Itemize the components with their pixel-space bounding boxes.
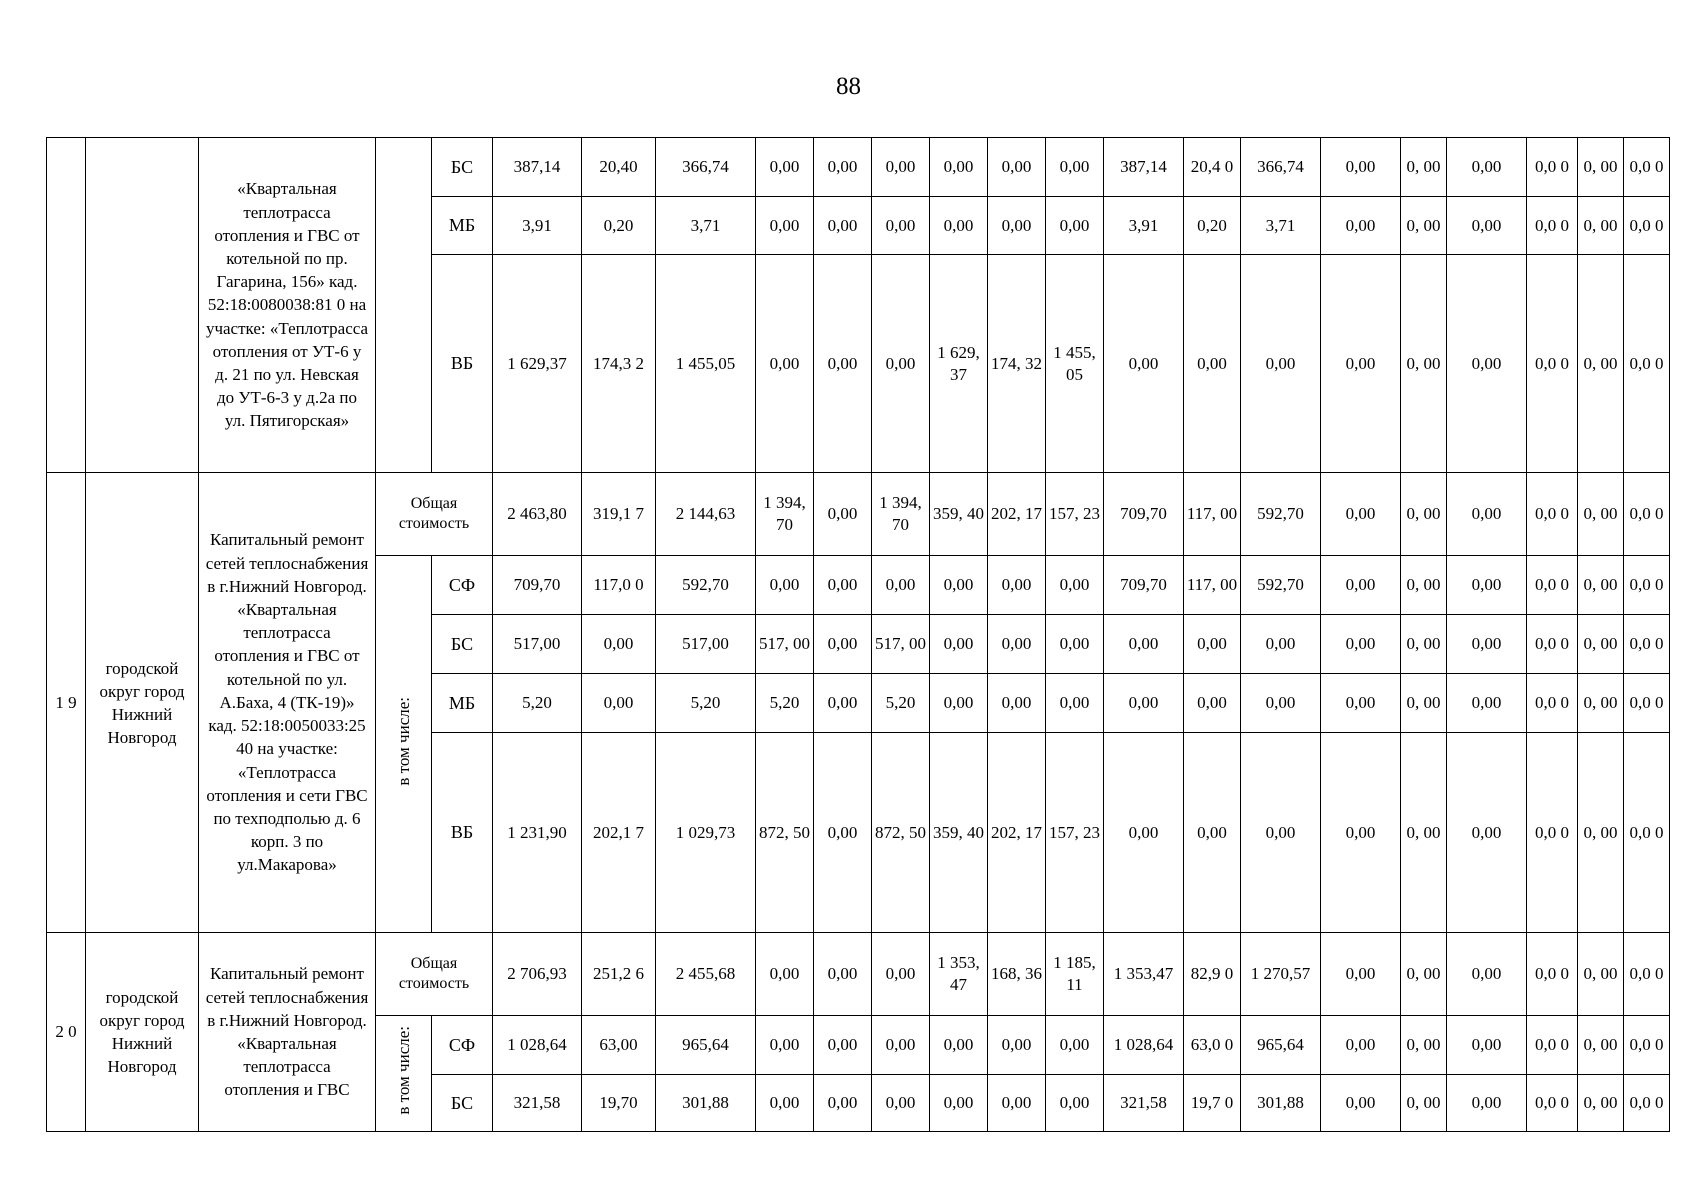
value-cell: 0,00 [1184, 733, 1241, 933]
table-row [47, 933, 1670, 1016]
value-cell: 366,74 [656, 138, 756, 197]
value-cell: 0, 00 [1401, 255, 1447, 473]
value-cell: 0,00 [1046, 674, 1104, 733]
value-cell: 0,00 [1321, 1016, 1401, 1075]
value-cell: 0,00 [1321, 615, 1401, 674]
value-cell: 0,00 [756, 556, 814, 615]
value-cell: 0, 00 [1578, 1016, 1624, 1075]
value-cell: 0,00 [930, 1016, 988, 1075]
value-cell: 0,0 0 [1527, 473, 1578, 556]
value-cell: 2 706,93 [493, 933, 582, 1016]
value-cell: 19,7 0 [1184, 1075, 1241, 1132]
value-cell: 1 185, 11 [1046, 933, 1104, 1016]
value-cell: 387,14 [493, 138, 582, 197]
value-cell: 0,0 0 [1624, 138, 1670, 197]
value-cell: 517,00 [656, 615, 756, 674]
value-cell: 0,00 [814, 733, 872, 933]
value-cell: 301,88 [1241, 1075, 1321, 1132]
value-cell: 0,00 [1447, 1016, 1527, 1075]
total-cost-label: Общая стоимость [376, 473, 493, 556]
value-cell: 0,00 [1321, 473, 1401, 556]
value-cell: 0, 00 [1578, 255, 1624, 473]
value-cell: 517,00 [493, 615, 582, 674]
value-cell: 592,70 [1241, 556, 1321, 615]
budget-source-label: МБ [432, 197, 493, 255]
value-cell: 0, 00 [1401, 1075, 1447, 1132]
value-cell: 0,00 [872, 138, 930, 197]
value-cell: 0,00 [988, 556, 1046, 615]
value-cell: 202, 17 [988, 473, 1046, 556]
value-cell: 3,71 [656, 197, 756, 255]
value-cell: 0,0 0 [1624, 197, 1670, 255]
value-cell: 0,00 [1447, 615, 1527, 674]
value-cell: 709,70 [1104, 556, 1184, 615]
value-cell: 5,20 [872, 674, 930, 733]
value-cell: 0,0 0 [1527, 138, 1578, 197]
row-number-cell: 1 9 [47, 473, 86, 933]
value-cell: 321,58 [1104, 1075, 1184, 1132]
value-cell: 0,00 [1447, 197, 1527, 255]
value-cell: 0,0 0 [1527, 197, 1578, 255]
value-cell: 0,00 [1321, 197, 1401, 255]
value-cell: 1 231,90 [493, 733, 582, 933]
value-cell: 0,00 [988, 197, 1046, 255]
value-cell: 321,58 [493, 1075, 582, 1132]
value-cell: 1 455,05 [656, 255, 756, 473]
value-cell: 174,3 2 [582, 255, 656, 473]
value-cell: 174, 32 [988, 255, 1046, 473]
value-cell: 168, 36 [988, 933, 1046, 1016]
value-cell: 202,1 7 [582, 733, 656, 933]
value-cell: 1 455, 05 [1046, 255, 1104, 473]
budget-source-label: БС [432, 138, 493, 197]
value-cell: 157, 23 [1046, 473, 1104, 556]
value-cell: 709,70 [493, 556, 582, 615]
value-cell: 0,00 [1046, 138, 1104, 197]
value-cell: 0,00 [756, 1016, 814, 1075]
value-cell: 0,00 [872, 197, 930, 255]
value-cell: 0,00 [872, 1075, 930, 1132]
value-cell: 0,00 [756, 197, 814, 255]
value-cell: 2 455,68 [656, 933, 756, 1016]
value-cell: 0,00 [1447, 556, 1527, 615]
value-cell: 709,70 [1104, 473, 1184, 556]
value-cell: 0,00 [582, 615, 656, 674]
value-cell: 359, 40 [930, 473, 988, 556]
value-cell: 0,0 0 [1624, 933, 1670, 1016]
value-cell: 19,70 [582, 1075, 656, 1132]
value-cell: 965,64 [656, 1016, 756, 1075]
value-cell: 0,00 [1447, 1075, 1527, 1132]
value-cell: 0,20 [582, 197, 656, 255]
value-cell: 0,0 0 [1527, 615, 1578, 674]
value-cell: 0,00 [988, 674, 1046, 733]
value-cell: 0,00 [1046, 556, 1104, 615]
value-cell: 0,00 [1104, 674, 1184, 733]
included-label: в том числе: [393, 696, 413, 786]
value-cell: 0,0 0 [1527, 674, 1578, 733]
value-cell: 0,00 [1321, 733, 1401, 933]
value-cell: 202, 17 [988, 733, 1046, 933]
value-cell: 319,1 7 [582, 473, 656, 556]
value-cell: 0,00 [1447, 255, 1527, 473]
project-description-cell: «Квартальная теплотрасса отопления и ГВС от котельной по пр. Гагарина, 156» кад. 52:18:0080038:81 0 на участке: «Теплотрасса отопления от УТ-6 у д. 21 по ул. Невская до УТ-6-3 у д.2а по ул. Пятигорская» [199, 138, 376, 473]
value-cell: 0,0 0 [1624, 615, 1670, 674]
value-cell: 0,00 [872, 255, 930, 473]
budget-source-label: БС [432, 615, 493, 674]
included-label: в том числе: [393, 1026, 413, 1115]
value-cell: 0,00 [756, 138, 814, 197]
project-description-cell: Капитальный ремонт сетей теплоснабжения в г.Нижний Новгород. «Квартальная теплотрасса отопления и ГВС [199, 933, 376, 1132]
value-cell: 872, 50 [756, 733, 814, 933]
value-cell: 0,00 [1184, 615, 1241, 674]
budget-table [46, 137, 1670, 1132]
value-cell: 1 028,64 [1104, 1016, 1184, 1075]
value-cell: 0,00 [872, 933, 930, 1016]
value-cell: 517, 00 [756, 615, 814, 674]
value-cell: 0,00 [1104, 255, 1184, 473]
value-cell: 157, 23 [1046, 733, 1104, 933]
value-cell: 0, 00 [1401, 138, 1447, 197]
value-cell: 0,0 0 [1624, 1075, 1670, 1132]
value-cell: 0,00 [988, 615, 1046, 674]
value-cell: 0, 00 [1401, 615, 1447, 674]
value-cell: 0,00 [1321, 933, 1401, 1016]
value-cell: 0, 00 [1401, 197, 1447, 255]
value-cell: 0,00 [988, 1075, 1046, 1132]
value-cell: 0,00 [756, 255, 814, 473]
value-cell: 0, 00 [1578, 556, 1624, 615]
value-cell: 0,00 [756, 1075, 814, 1132]
included-label-cell [376, 556, 432, 933]
value-cell: 0,00 [872, 556, 930, 615]
value-cell: 0, 00 [1578, 933, 1624, 1016]
value-cell: 117, 00 [1184, 473, 1241, 556]
value-cell: 0, 00 [1401, 473, 1447, 556]
budget-source-label: СФ [432, 1016, 493, 1075]
value-cell: 20,40 [582, 138, 656, 197]
table-row [47, 473, 1670, 556]
value-cell: 0,00 [1321, 138, 1401, 197]
value-cell: 0,00 [1321, 674, 1401, 733]
value-cell: 0,00 [1046, 1016, 1104, 1075]
value-cell: 63,0 0 [1184, 1016, 1241, 1075]
budget-source-label: БС [432, 1075, 493, 1132]
value-cell: 0,0 0 [1527, 733, 1578, 933]
value-cell: 0, 00 [1401, 733, 1447, 933]
value-cell: 5,20 [656, 674, 756, 733]
value-cell: 0,00 [814, 1016, 872, 1075]
value-cell: 965,64 [1241, 1016, 1321, 1075]
value-cell: 3,71 [1241, 197, 1321, 255]
value-cell: 3,91 [1104, 197, 1184, 255]
value-cell: 0,00 [930, 556, 988, 615]
value-cell: 0, 00 [1401, 674, 1447, 733]
value-cell: 0,0 0 [1527, 1075, 1578, 1132]
value-cell: 0,00 [988, 1016, 1046, 1075]
value-cell: 0,00 [814, 556, 872, 615]
value-cell: 0, 00 [1578, 138, 1624, 197]
value-cell: 1 353,47 [1104, 933, 1184, 1016]
value-cell: 2 144,63 [656, 473, 756, 556]
value-cell: 0,20 [1184, 197, 1241, 255]
value-cell: 0,00 [582, 674, 656, 733]
value-cell: 0, 00 [1401, 1016, 1447, 1075]
value-cell: 0,0 0 [1624, 255, 1670, 473]
value-cell: 0,00 [930, 1075, 988, 1132]
value-cell: 0, 00 [1578, 1075, 1624, 1132]
value-cell: 1 629, 37 [930, 255, 988, 473]
value-cell: 1 353, 47 [930, 933, 988, 1016]
total-cost-label: Общая стоимость [376, 933, 493, 1016]
value-cell: 0,00 [1447, 674, 1527, 733]
budget-source-label: ВБ [432, 255, 493, 473]
value-cell: 0, 00 [1401, 933, 1447, 1016]
value-cell: 5,20 [493, 674, 582, 733]
value-cell: 366,74 [1241, 138, 1321, 197]
row-number-cell: 2 0 [47, 933, 86, 1132]
value-cell: 0,0 0 [1624, 733, 1670, 933]
value-cell: 0,00 [814, 1075, 872, 1132]
value-cell: 0,00 [1321, 255, 1401, 473]
included-label-cell [376, 1016, 432, 1132]
value-cell: 1 270,57 [1241, 933, 1321, 1016]
value-cell: 0,0 0 [1527, 556, 1578, 615]
value-cell: 0,0 0 [1624, 556, 1670, 615]
value-cell: 0,00 [1104, 615, 1184, 674]
value-cell: 0,00 [1046, 1075, 1104, 1132]
value-cell: 0, 00 [1578, 615, 1624, 674]
value-cell: 0,0 0 [1527, 933, 1578, 1016]
value-cell: 0,00 [1321, 556, 1401, 615]
budget-source-label: СФ [432, 556, 493, 615]
value-cell: 592,70 [1241, 473, 1321, 556]
value-cell: 251,2 6 [582, 933, 656, 1016]
value-cell: 2 463,80 [493, 473, 582, 556]
value-cell: 0, 00 [1578, 197, 1624, 255]
value-cell: 0,0 0 [1624, 674, 1670, 733]
value-cell: 0, 00 [1578, 733, 1624, 933]
project-description-cell: Капитальный ремонт сетей теплоснабжения в г.Нижний Новгород. «Квартальная теплотрасса отопления и ГВС от котельной по ул. А.Баха, 4 (ТК-19)» кад. 52:18:0050033:25 40 на участке: «Теплотрасса отопления и сети ГВС по техподполью д. 6 корп. 3 по ул.Макарова» [199, 473, 376, 933]
table-row [47, 138, 1670, 197]
value-cell: 0,0 0 [1624, 473, 1670, 556]
value-cell: 0,0 0 [1527, 255, 1578, 473]
value-cell: 0,00 [1241, 733, 1321, 933]
value-cell: 5,20 [756, 674, 814, 733]
value-cell: 117,0 0 [582, 556, 656, 615]
value-cell: 517, 00 [872, 615, 930, 674]
value-cell: 0,00 [930, 674, 988, 733]
value-cell: 0,00 [814, 674, 872, 733]
value-cell: 1 394, 70 [756, 473, 814, 556]
value-cell: 0,00 [1184, 255, 1241, 473]
value-cell: 0,00 [756, 933, 814, 1016]
value-cell: 20,4 0 [1184, 138, 1241, 197]
value-cell: 0,00 [872, 1016, 930, 1075]
value-cell: 387,14 [1104, 138, 1184, 197]
value-cell: 0,00 [1447, 138, 1527, 197]
value-cell: 117, 00 [1184, 556, 1241, 615]
value-cell: 0,00 [1447, 473, 1527, 556]
value-cell: 0,00 [814, 138, 872, 197]
value-cell: 0, 00 [1578, 473, 1624, 556]
value-cell: 63,00 [582, 1016, 656, 1075]
region-cell: городской округ город Нижний Новгород [86, 473, 199, 933]
empty-label-cell [376, 138, 432, 473]
value-cell: 1 029,73 [656, 733, 756, 933]
value-cell: 0, 00 [1578, 674, 1624, 733]
value-cell: 0,00 [1447, 933, 1527, 1016]
region-cell [86, 138, 199, 473]
value-cell: 0,00 [814, 255, 872, 473]
value-cell: 0,00 [930, 197, 988, 255]
value-cell: 0,00 [1104, 733, 1184, 933]
row-number-cell [47, 138, 86, 473]
value-cell: 0,00 [1241, 674, 1321, 733]
budget-source-label: МБ [432, 674, 493, 733]
value-cell: 0,00 [814, 615, 872, 674]
value-cell: 0,00 [1241, 255, 1321, 473]
value-cell: 0,0 0 [1624, 1016, 1670, 1075]
value-cell: 0,00 [814, 197, 872, 255]
value-cell: 301,88 [656, 1075, 756, 1132]
value-cell: 0,00 [814, 933, 872, 1016]
value-cell: 0,00 [988, 138, 1046, 197]
value-cell: 3,91 [493, 197, 582, 255]
value-cell: 1 394, 70 [872, 473, 930, 556]
value-cell: 359, 40 [930, 733, 988, 933]
budget-source-label: ВБ [432, 733, 493, 933]
value-cell: 1 028,64 [493, 1016, 582, 1075]
value-cell: 1 629,37 [493, 255, 582, 473]
region-cell: городской округ город Нижний Новгород [86, 933, 199, 1132]
value-cell: 0, 00 [1401, 556, 1447, 615]
value-cell: 592,70 [656, 556, 756, 615]
value-cell: 872, 50 [872, 733, 930, 933]
value-cell: 0,00 [930, 615, 988, 674]
value-cell: 82,9 0 [1184, 933, 1241, 1016]
value-cell: 0,00 [1184, 674, 1241, 733]
value-cell: 0,00 [1046, 615, 1104, 674]
page-number: 88 [836, 73, 861, 100]
value-cell: 0,00 [814, 473, 872, 556]
value-cell: 0,00 [1447, 733, 1527, 933]
value-cell: 0,00 [1046, 197, 1104, 255]
value-cell: 0,00 [930, 138, 988, 197]
value-cell: 0,00 [1321, 1075, 1401, 1132]
value-cell: 0,0 0 [1527, 1016, 1578, 1075]
value-cell: 0,00 [1241, 615, 1321, 674]
